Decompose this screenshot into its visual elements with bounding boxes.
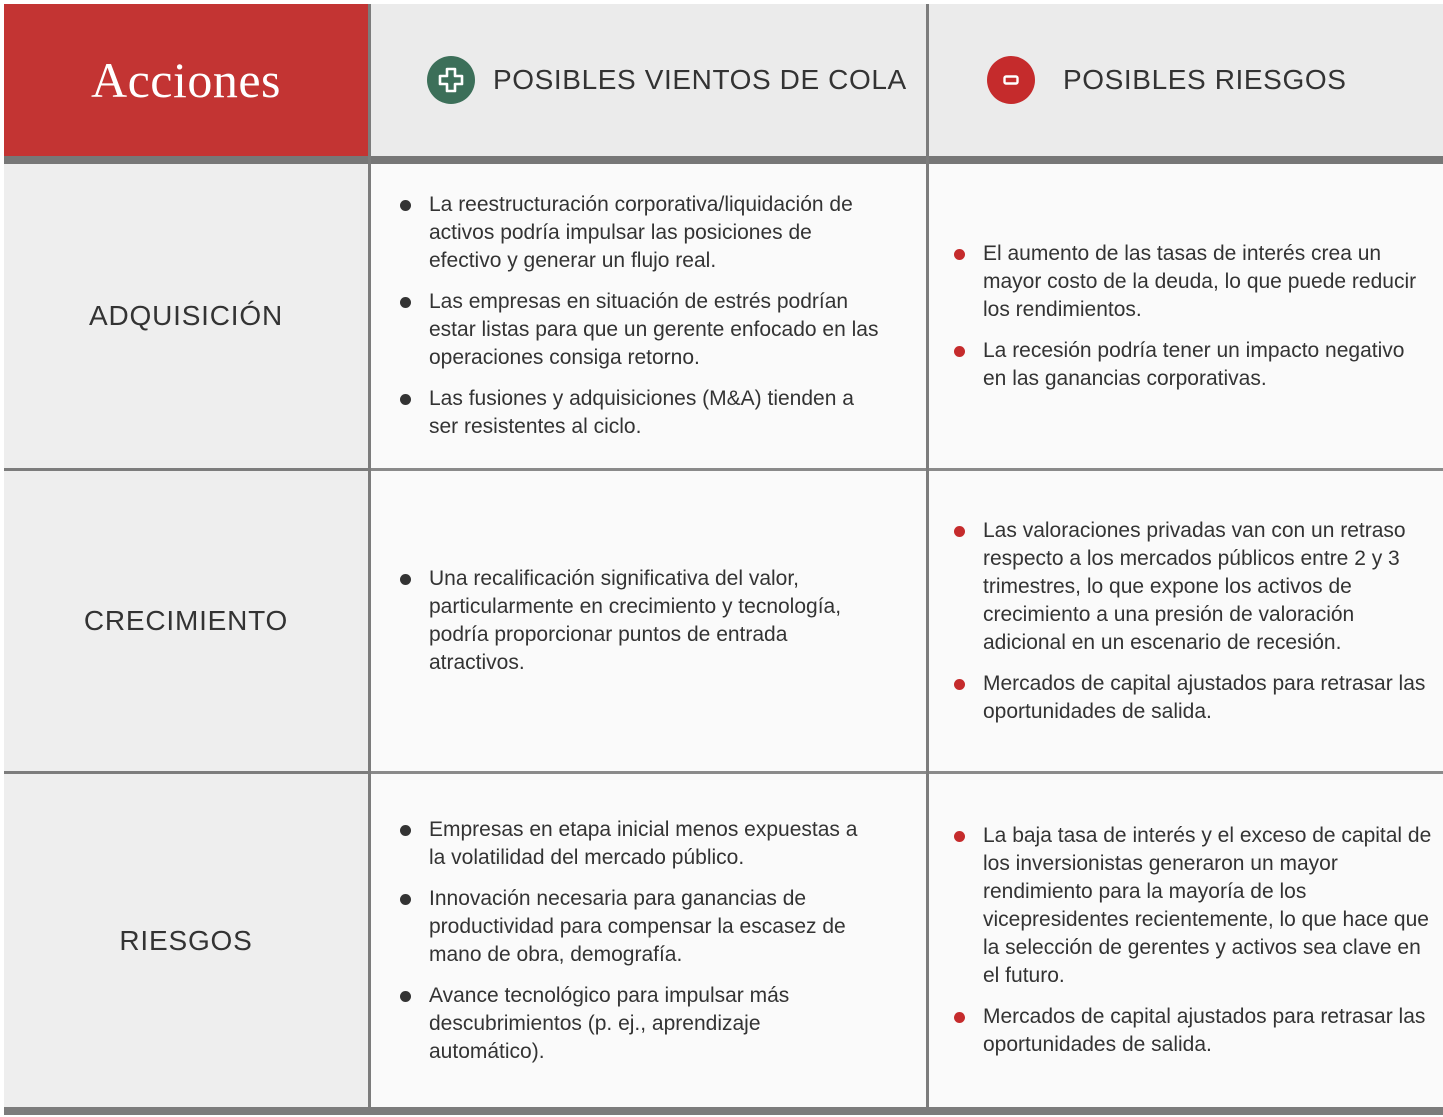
- header-actions: [4, 4, 368, 164]
- risks-cell-riesgos: [929, 774, 1443, 1107]
- row-label-text: CRECIMIENTO: [83, 605, 289, 636]
- row-label-crecimiento: [4, 471, 368, 774]
- list-item: La reestructuración corporativa/liquidación de activos podría impulsar las posiciones de efectivo y generar un flujo real.: [429, 191, 879, 275]
- row-label-text: RIESGOS: [119, 924, 253, 956]
- header-tailwinds: [371, 4, 926, 164]
- list-item: La recesión podría tener un impacto negativo en las ganancias corporativas.: [983, 337, 1433, 393]
- risks-list: [983, 240, 1433, 393]
- list-item: Mercados de capital ajustados para retrasar las oportunidades de salida.: [983, 670, 1433, 726]
- minus-icon: [987, 56, 1035, 104]
- list-item: Las valoraciones privadas van con un retraso respecto a los mercados públicos entre 2 y 3 trimestres, lo que expone los activos de crecimiento a una presión de valoración adicional en un escenario de recesión.: [983, 517, 1433, 657]
- list-item: Una recalificación significativa del valor, particularmente en crecimiento y tecnología, podría proporcionar puntos de entrada atractivos.: [429, 565, 879, 677]
- list-item: El aumento de las tasas de interés crea un mayor costo de la deuda, lo que puede reducir los rendimientos.: [983, 240, 1433, 324]
- plus-icon: [427, 56, 475, 104]
- list-item: Empresas en etapa inicial menos expuestas a la volatilidad del mercado público.: [429, 816, 879, 872]
- row-label-riesgos: [4, 774, 368, 1107]
- header-risks: [929, 4, 1443, 164]
- header-tailwinds-label: POSIBLES VIENTOS DE COLA: [493, 64, 907, 95]
- list-item: Innovación necesaria para ganancias de productividad para compensar la escasez de mano de obra, demografía.: [429, 885, 879, 969]
- tailwinds-cell-adquisicion: [371, 164, 926, 471]
- list-item: La baja tasa de interés y el exceso de capital de los inversionistas generaron un mayor rendimiento para la mayoría de los vicepresidentes recientemente, lo que hace que la selección de gerentes y activos sea clave en el futuro.: [983, 822, 1433, 990]
- list-item: Las empresas en situación de estrés podrían estar listas para que un gerente enfocado en las operaciones consiga retorno.: [429, 288, 879, 372]
- tailwinds-list: [429, 191, 879, 441]
- tailwinds-list: [429, 565, 879, 677]
- risks-cell-crecimiento: [929, 471, 1443, 774]
- list-item: Las fusiones y adquisiciones (M&A) tienden a ser resistentes al ciclo.: [429, 385, 879, 441]
- header-actions-label: Acciones: [90, 52, 282, 108]
- risks-list: [983, 822, 1433, 1059]
- tailwinds-cell-crecimiento: [371, 471, 926, 774]
- list-item: Avance tecnológico para impulsar más descubrimientos (p. ej., aprendizaje automático).: [429, 982, 879, 1066]
- risks-list: [983, 517, 1433, 726]
- tailwinds-cell-riesgos: [371, 774, 926, 1107]
- row-label-text: ADQUISICIÓN: [89, 300, 283, 331]
- tailwinds-list: [429, 816, 879, 1066]
- header-risks-label: POSIBLES RIESGOS: [1063, 64, 1347, 95]
- comparison-table: [4, 4, 1443, 1115]
- risks-cell-adquisicion: [929, 164, 1443, 471]
- list-item: Mercados de capital ajustados para retrasar las oportunidades de salida.: [983, 1003, 1433, 1059]
- row-label-adquisicion: [4, 164, 368, 471]
